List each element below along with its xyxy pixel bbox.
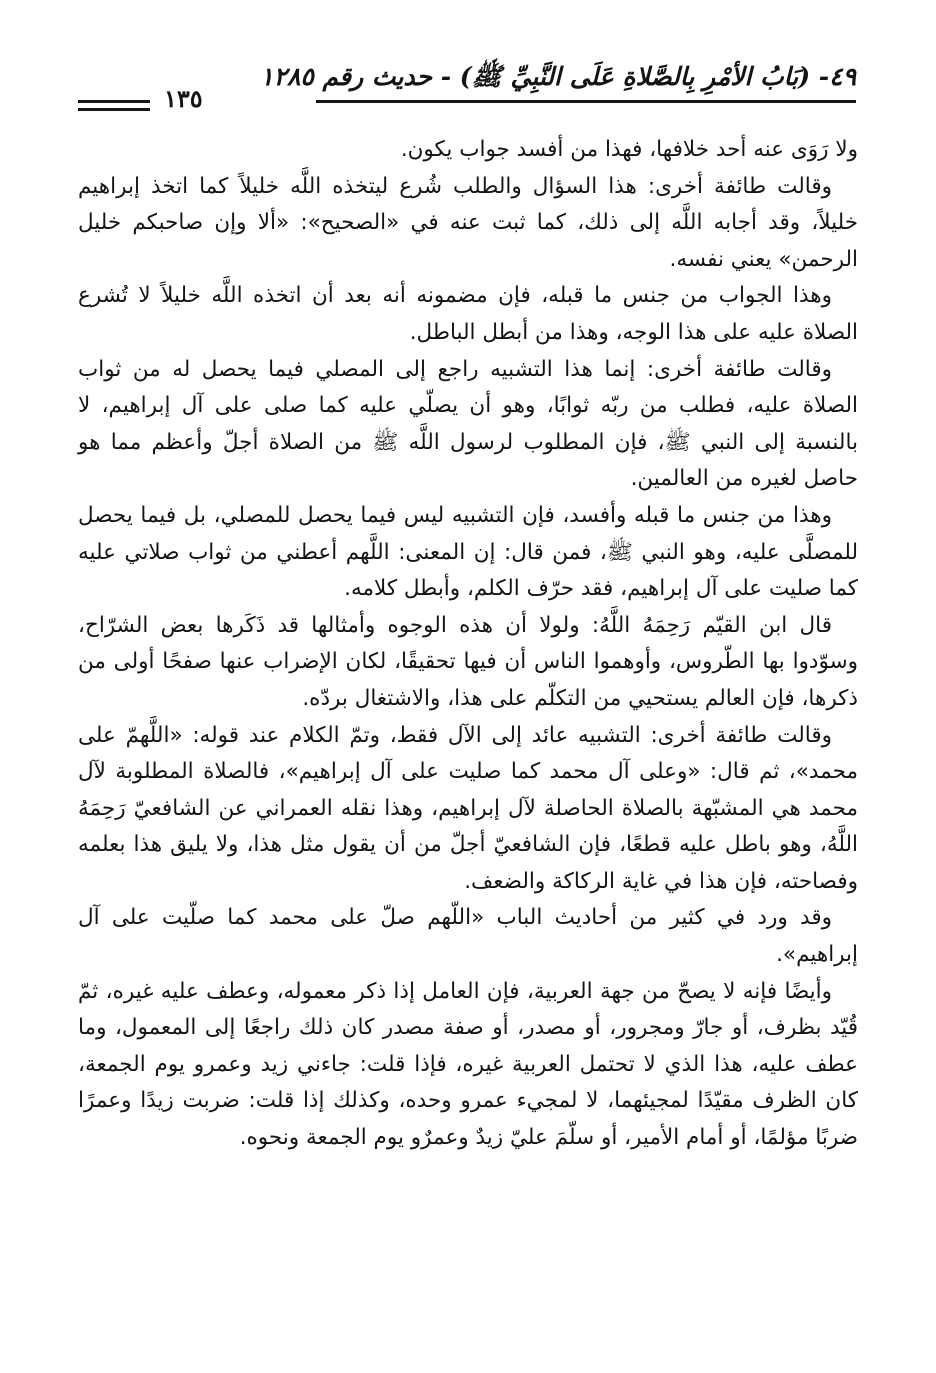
paragraph: وقالت طائفة أخرى: التشبيه عائد إلى الآل فقط، وتمّ الكلام عند قوله: «اللَّهمّ على محمد»، ثم قال: «وعلى آل محمد كما صليت على آل إبراهيم»، فالصلاة المطلوبة لآل محمد هي المشبّهة بالصلاة الحاصلة لآل إبراهيم، وهذا نقله العمراني عن الشافعيّ رَحِمَهُ اللَّهُ، وهو باطل عليه قطعًا، فإن الشافعيّ أجلّ من أن يقول مثل هذا، ولا يليق هذا بعلمه وفصاحته، فإن هذا في غاية الركاكة والضعف.: [78, 722, 858, 894]
page-number-rule-bottom: [78, 108, 150, 111]
paragraph: وأيضًا فإنه لا يصحّ من جهة العربية، فإن العامل إذا ذكر معموله، وعطف عليه غيره، ثمّ قُيّد بظرف، أو جارّ ومجرور، أو مصدر، أو صفة مصدر كان ذلك راجعًا إلى المعمول، وما عطف عليه، هذا الذي لا تحتمل العربية غيره، فإذا قلت: جاءني زيد وعمرو يوم الجمعة، كان الظرف مقيّدًا لمجيئهما، لا لمجيء عمرو وحده، وكذلك إذا قلت: ضربت زيدًا وعمرًا ضربًا مؤلمًا، أو أمام الأمير، أو سلّمَ عليّ زيدٌ وعمرٌو يوم الجمعة ونحوه.: [78, 978, 858, 1151]
paragraph: وقالت طائفة أخرى: هذا السؤال والطلب شُرع ليتخذه اللَّه خليلاً كما اتخذ إبراهيم خليلاً، وقد أجابه اللَّه إلى ذلك، كما ثبت عنه في «الصحيح»: «ألا وإن صاحبكم خليل الرحمن» يعني نفسه.: [78, 173, 858, 272]
paragraph: ولا رَوَى عنه أحد خلافها، فهذا من أفسد جواب يكون.: [400, 137, 858, 162]
page-number: ١٣٥: [164, 84, 203, 113]
paragraph: قال ابن القيّم رَحِمَهُ اللَّهُ: ولولا أن هذه الوجوه وأمثالها قد ذَكَرها بعض الشرّاح، وسوّدوا بها الطّروس، وأوهموا الناس أن فيها تحقيقًا، لكان الإضراب عنها صفحًا أولى من ذكرها، فإن العالم يستحيي من التكلّم على هذا، والاشتغال بردّه.: [78, 612, 858, 711]
header-rule: [316, 100, 856, 103]
chapter-title: ٤٩- (بَابُ الأمْرِ بِالصَّلاةِ عَلَى النَّبِيِّ ﷺ) - حديث رقم ١٢٨٥: [260, 62, 856, 91]
page-number-rule-top: [78, 100, 150, 103]
paragraph: وهذا الجواب من جنس ما قبله، فإن مضمونه أنه بعد أن اتخذه اللَّه خليلاً لا تُشرع الصلاة عليه على هذا الوجه، وهذا من أبطل الباطل.: [78, 283, 858, 345]
paragraph: وقد ورد في كثير من أحاديث الباب «اللّهم صلّ على محمد كما صلّيت على آل إبراهيم».: [78, 905, 858, 968]
running-header: [78, 54, 856, 114]
body-text: [78, 132, 858, 1157]
paragraph: وقالت طائفة أخرى: إنما هذا التشبيه راجع إلى المصلي فيما يحصل له من ثواب الصلاة عليه، فطلب من ربّه ثوابًا، وهو أن يصلّي عليه كما صلى على آل إبراهيم، لا بالنسبة إلى النبي ﷺ، فإن المطلوب لرسول اللَّه ﷺ من الصلاة أجلّ وأعظم مما هو حاصل لغيره من العالمين.: [78, 356, 858, 492]
paragraph: وهذا من جنس ما قبله وأفسد، فإن التشبيه ليس فيما يحصل للمصلي، بل فيما يحصل للمصلَّى عليه، وهو النبي ﷺ، فمن قال: إن المعنى: اللَّهم أعطني من ثواب صلاتي عليه كما صليت على آل إبراهيم، فقد حرّف الكلم، وأبطل كلامه.: [78, 502, 858, 602]
